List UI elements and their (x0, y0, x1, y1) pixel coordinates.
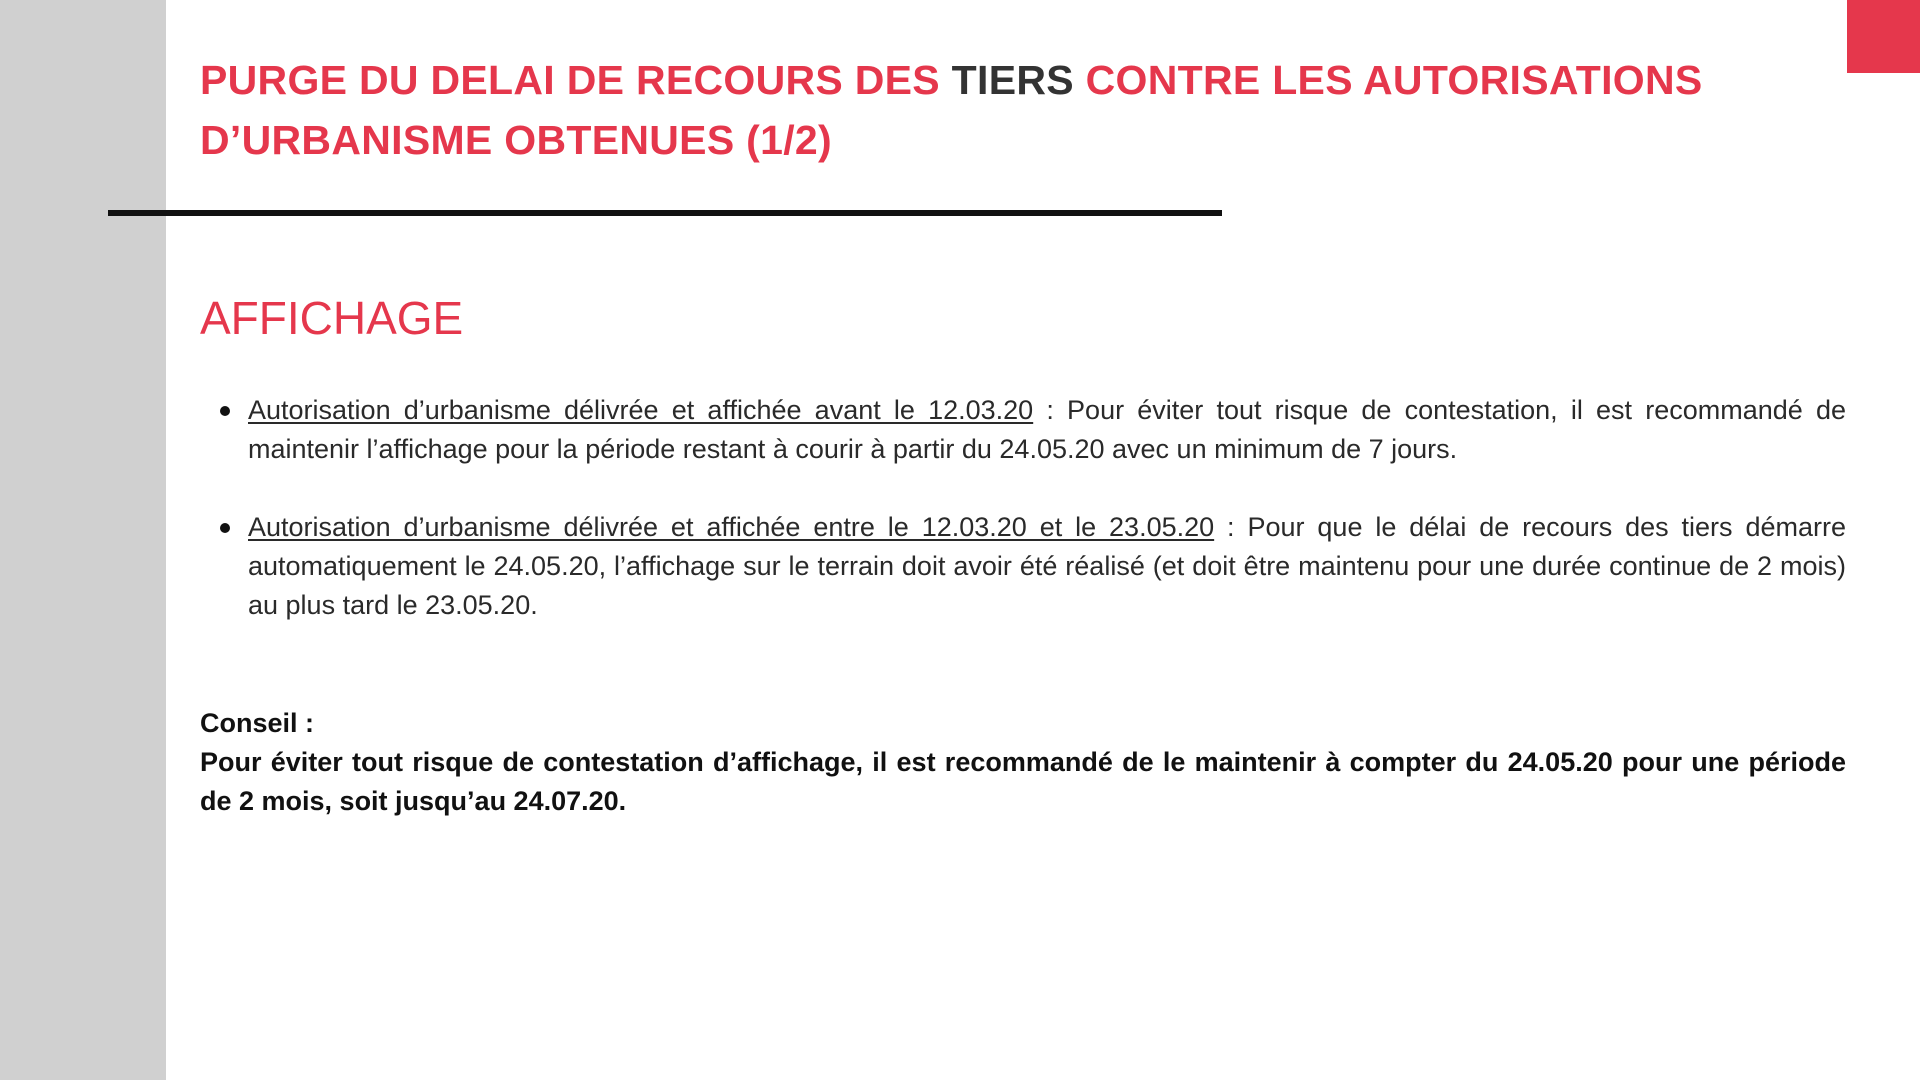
side-band (0, 0, 166, 1080)
bullet-item-between (200, 508, 1846, 625)
title-part-2: CONTRE LES AUTORISATIONS D’URBANISME OBTENUES (1/2) (200, 57, 1703, 163)
title-part-1: PURGE DU DELAI DE RECOURS DES (200, 57, 952, 103)
bullet-body: : Pour éviter tout risque de contestation, il est recommandé de maintenir l’affichage pour la période restant à courir à partir du 24.05.20 avec un minimum de 7 jours. (248, 395, 1847, 464)
bullet-list (200, 391, 1846, 625)
advice-text: Pour éviter tout risque de contestation d’affichage, il est recommandé de le maintenir à compter du 24.05.20 pour une période de 2 mois, soit jusqu’au 24.07.20. (200, 747, 1846, 816)
title-divider (108, 210, 1222, 216)
bullet-body: : Pour que le délai de recours des tiers démarre automatiquement le 24.05.20, l’affichage sur le terrain doit avoir été réalisé (et doit être maintenu pour une durée continue de 2 mois) au plus tard le 23.05.20. (248, 512, 1846, 620)
advice-block (200, 704, 1846, 821)
bullet-item-before (200, 391, 1846, 469)
bullet-dot-icon (220, 406, 230, 416)
bullet-lead: Autorisation d’urbanisme délivrée et affichée avant le 12.03.20 (248, 395, 1034, 425)
title-highlight: TIERS (951, 57, 1074, 103)
advice-label: Conseil : (200, 708, 315, 738)
corner-accent-square (1847, 0, 1920, 73)
bullet-dot-icon (220, 523, 230, 533)
bullet-lead: Autorisation d’urbanisme délivrée et affichée entre le 12.03.20 et le 23.05.20 (248, 512, 1215, 542)
slide-title (200, 50, 1760, 170)
section-heading: AFFICHAGE (200, 292, 464, 344)
